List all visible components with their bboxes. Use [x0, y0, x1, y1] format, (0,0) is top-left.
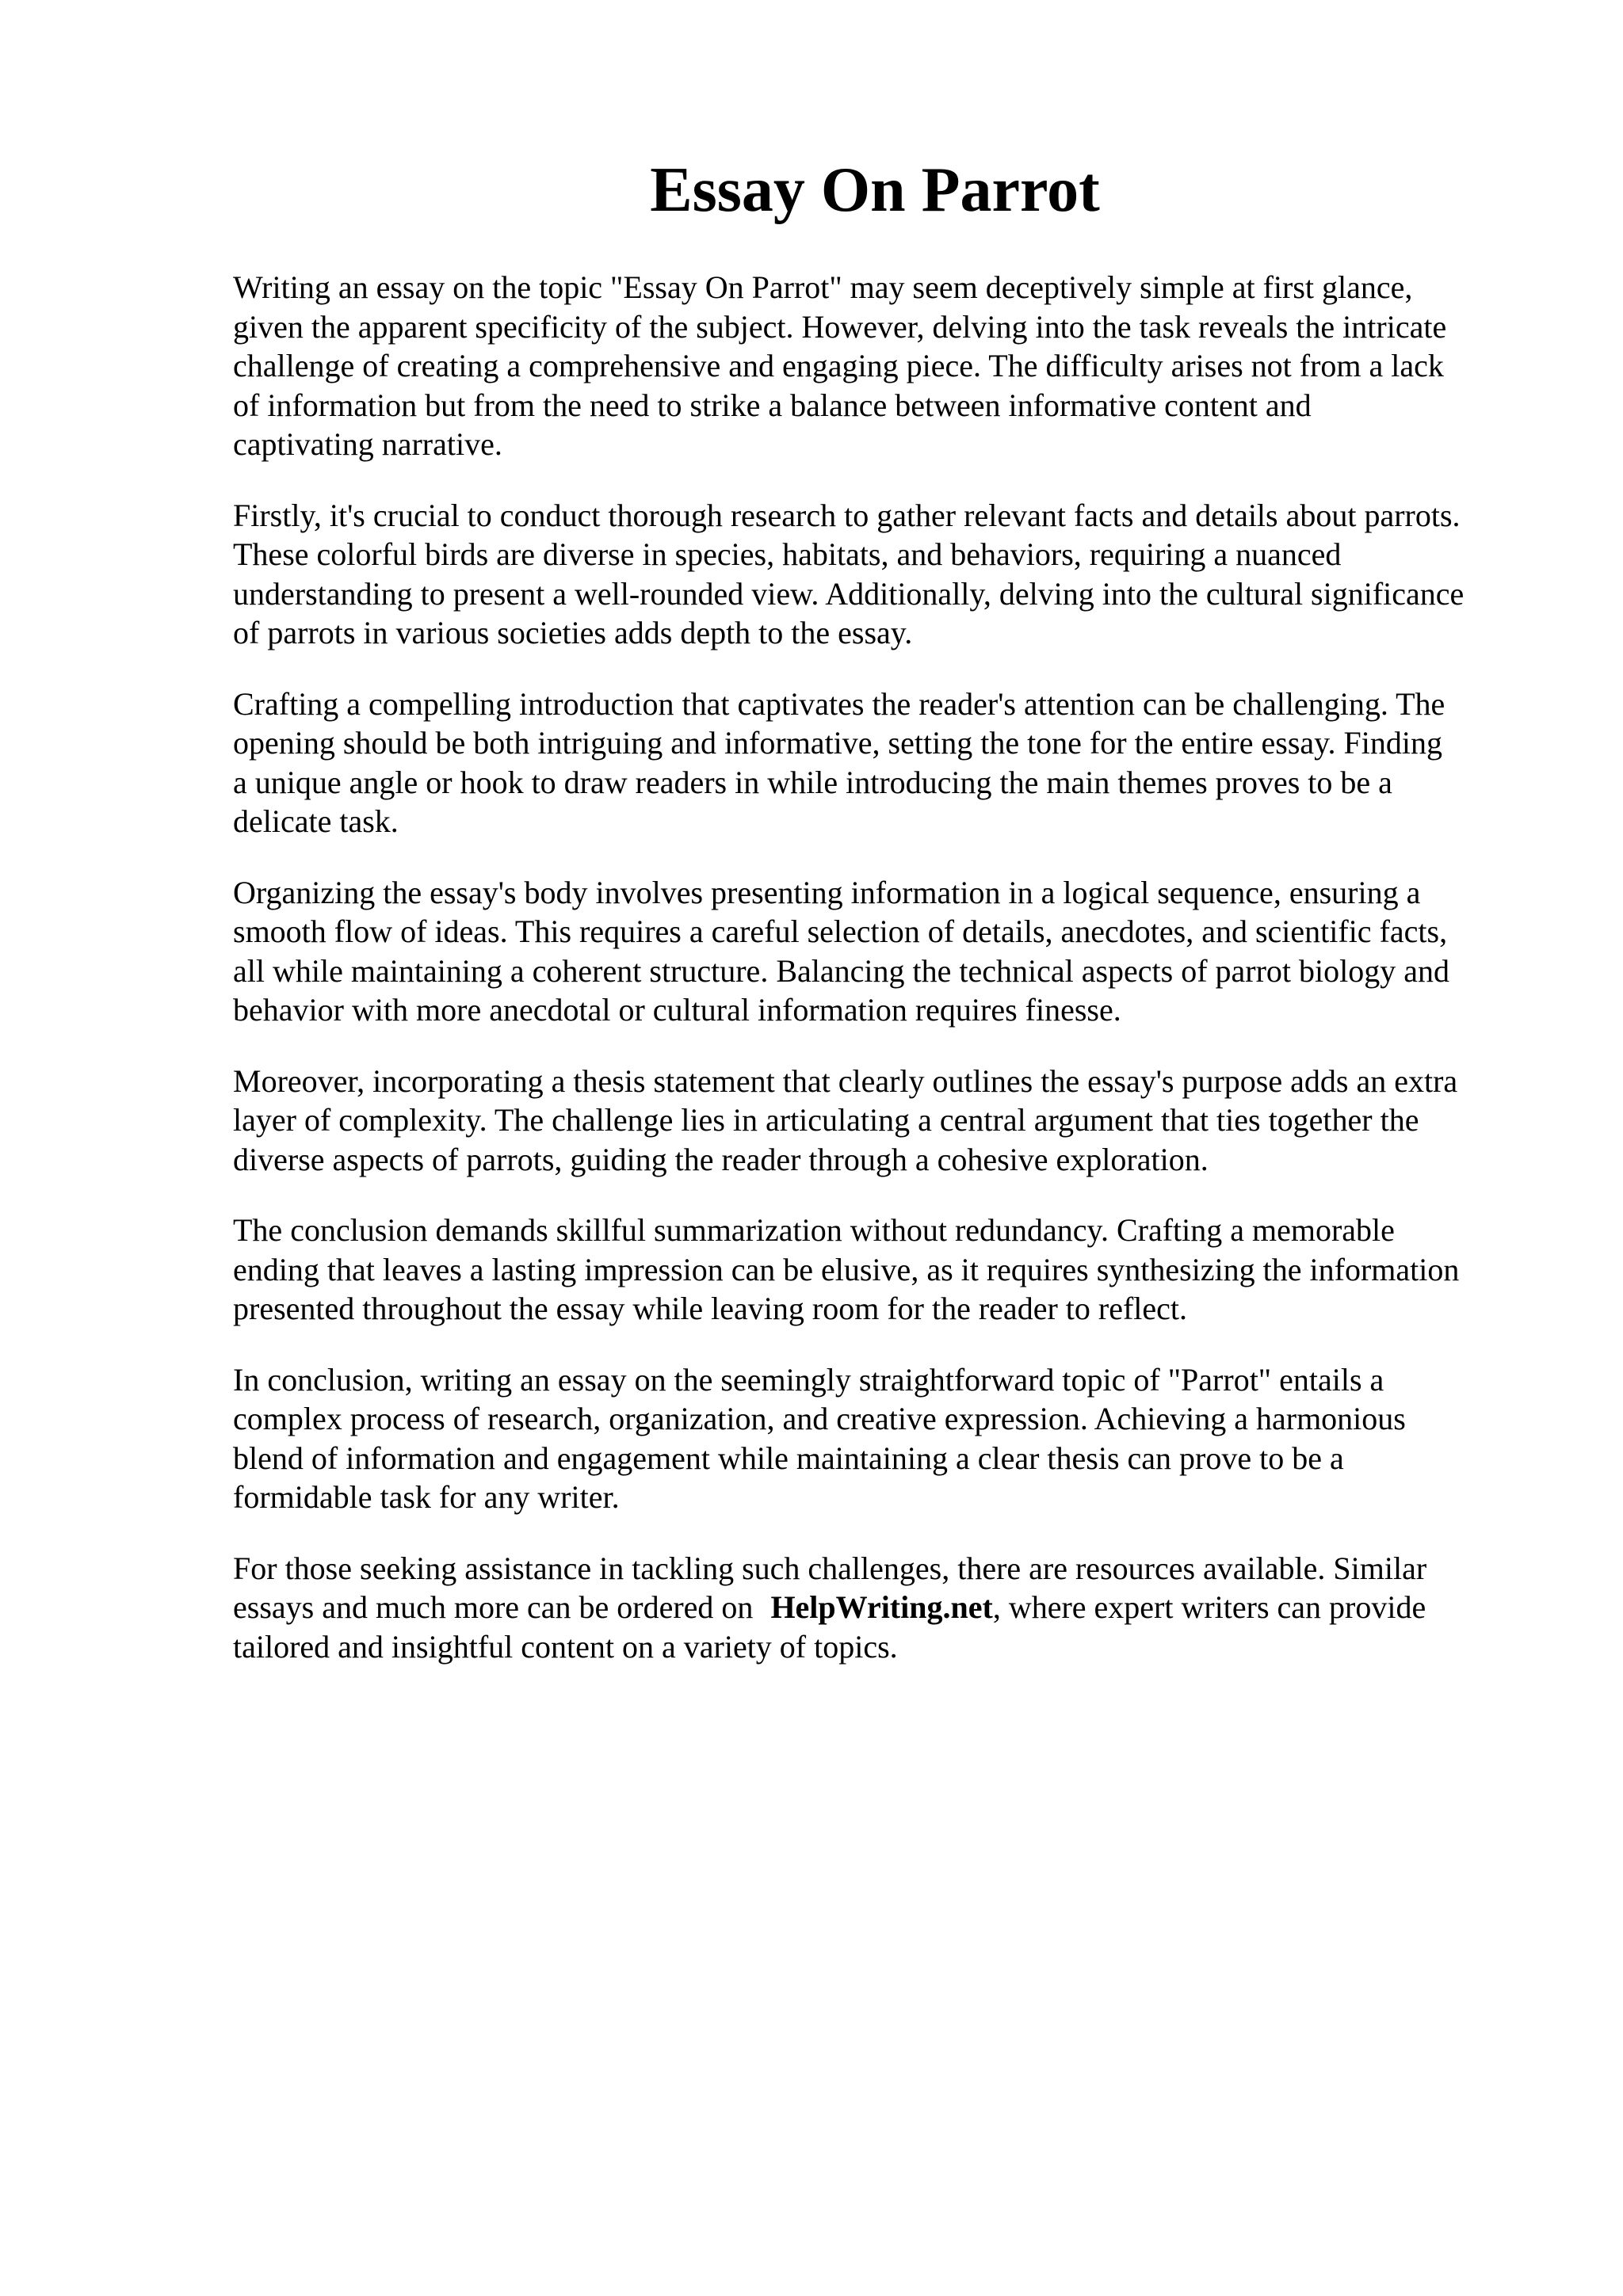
text-line: ending that leaves a lasting impression can be elusive, as it requires synthesizing the information [233, 1251, 1460, 1287]
text-line: Moreover, incorporating a thesis statement that clearly outlines the essay's purpose adds an extra [233, 1062, 1458, 1099]
text-line: all while maintaining a coherent structure. Balancing the technical aspects of parrot biology and [233, 952, 1450, 989]
text-line: Crafting a compelling introduction that captivates the reader's attention can be challenging. The [233, 685, 1445, 722]
essay-body [233, 268, 1556, 1698]
paragraph-organizing [233, 873, 1556, 1030]
text-line: behavior with more anecdotal or cultural information requires finesse. [233, 992, 1121, 1028]
helpwriting-brand: HelpWriting.net [770, 1589, 993, 1625]
text-line: formidable task for any writer. [233, 1479, 620, 1515]
text-line: In conclusion, writing an essay on the seemingly straightforward topic of "Parrot" entails a [233, 1361, 1384, 1398]
paragraph-in-conclusion [233, 1360, 1556, 1517]
text-line: challenge of creating a comprehensive and engaging piece. The difficulty arises not from a lack [233, 348, 1444, 383]
text-line: given the apparent specificity of the subject. However, delving into the task reveals the intricate [233, 308, 1447, 345]
paragraph-research [233, 496, 1556, 653]
text-line: understanding to present a well-rounded view. Additionally, delving into the cultural significance [233, 575, 1465, 612]
paragraph-closing [233, 1549, 1556, 1667]
page-title: Essay On Parrot [650, 155, 1100, 225]
text-line: tailored and insightful content on a variety of topics. [233, 1628, 898, 1665]
text-line [233, 1588, 1556, 1627]
closing-text-after: , where expert writers can provide [992, 1589, 1426, 1625]
text-line: Writing an essay on the topic "Essay On Parrot" may seem deceptively simple at first glance, [233, 269, 1413, 305]
text-line: For those seeking assistance in tackling such challenges, there are resources available. Similar [233, 1550, 1427, 1586]
text-line: smooth flow of ideas. This requires a careful selection of details, anecdotes, and scientific facts, [233, 913, 1448, 949]
text-line: complex process of research, organization, and creative expression. Achieving a harmonious [233, 1401, 1406, 1436]
text-line: blend of information and engagement while maintaining a clear thesis can prove to be a [233, 1440, 1344, 1476]
closing-text-before: essays and much more can be ordered on [233, 1589, 762, 1625]
text-line: Firstly, it's crucial to conduct thorough research to gather relevant facts and details about parrots. [233, 497, 1461, 533]
text-line: These colorful birds are diverse in species, habitats, and behaviors, requiring a nuanced [233, 536, 1342, 572]
text-line: of parrots in various societies adds depth to the essay. [233, 615, 913, 650]
text-line: presented throughout the essay while leaving room for the reader to reflect. [233, 1291, 1188, 1326]
text-line: The conclusion demands skillful summarization without redundancy. Crafting a memorable [233, 1212, 1395, 1248]
text-line: opening should be both intriguing and informative, setting the tone for the entire essay. Finding [233, 725, 1443, 761]
text-line: Organizing the essay's body involves presenting information in a logical sequence, ensuring a [233, 874, 1421, 910]
text-line: layer of complexity. The challenge lies in articulating a central argument that ties together the [233, 1102, 1419, 1138]
text-line: a unique angle or hook to draw readers in while introducing the main themes proves to be a [233, 764, 1392, 800]
text-line: diverse aspects of parrots, guiding the reader through a cohesive exploration. [233, 1141, 1209, 1177]
text-line: of information but from the need to strike a balance between informative content and [233, 387, 1312, 423]
text-line: delicate task. [233, 803, 399, 839]
paragraph-introduction [233, 685, 1556, 841]
text-line: captivating narrative. [233, 426, 502, 462]
paragraph-intro [233, 268, 1556, 464]
paragraph-conclusion-demands [233, 1211, 1556, 1329]
paragraph-thesis [233, 1062, 1556, 1180]
